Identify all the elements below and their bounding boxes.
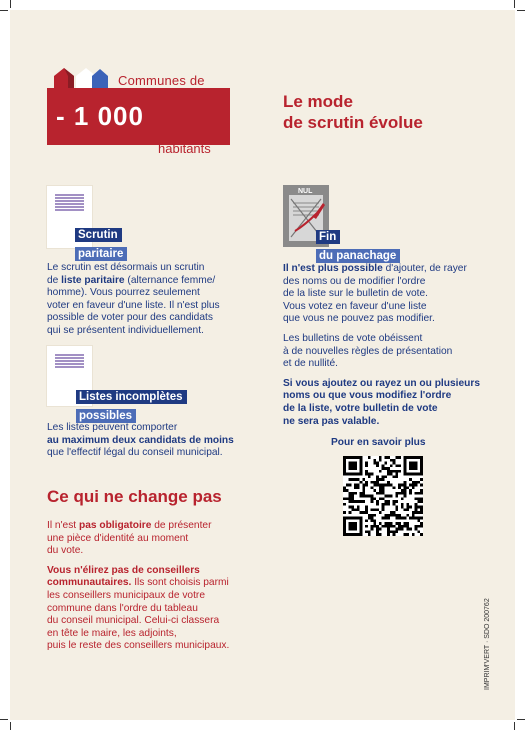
population-number: - 1 000 [56, 101, 144, 131]
brand-top-text: Communes de [118, 73, 205, 88]
fin-panachage-text: Il n'est plus possible d'ajouter, de rayer des noms ou de modifier l'ordre de la liste sur le bulletin de vote. Vous votez en faveur d'une liste que vous ne pouvez pas modifier. Les bulletins de vote obéissent à de nouvelles règles de présentation et de nullité. Si vous ajoutez ou rayez un ou plusieurs noms ou que vous modifiez l'ordre de la liste, votre bulletin de vote ne sera pas valable. [283, 263, 480, 427]
more-info-label: Pour en savoir plus [331, 437, 426, 448]
null-label: NUL [298, 188, 313, 195]
qr-code[interactable] [343, 456, 423, 536]
unchanged-text: Il n'est pas obligatoire de présenter une pièce d'identité au moment du vote. Vous n'élirez pas de conseillers communautaires. Ils sont choisis parmi les conseillers municipaux de votre commune dans l'ordre du tableau du conseil municipal. Celui-ci classera en tête le maire, les adjoints, puis le reste des conseillers municipaux. [47, 520, 230, 652]
brand-bottom-text: habitants [158, 141, 211, 156]
listes-incompletes-text: Les listes peuvent comporter au maximum deux candidats de moins que l'effectif légal du conseil municipal. [47, 422, 234, 459]
tag-listes-incompletes: Listes incomplètes possibles [76, 387, 187, 424]
page-title: Le mode de scrutin évolue [283, 92, 423, 132]
tag-scrutin-paritaire: Scrutin paritaire [75, 225, 127, 262]
tag-fin-panachage: Fin du panachage [316, 227, 400, 264]
unchanged-title: Ce qui ne change pas [47, 487, 222, 506]
scrutin-paritaire-text: Le scrutin est désormais un scrutin de liste paritaire (alternance femme/ homme). Vous pourrez seulement voter en faveur d'une liste. Il n'est plus possible de voter pour des candidats qui se présentent individuellement. [47, 262, 220, 336]
printer-code: IMPRIM'VERT · SDO 200762 [484, 598, 491, 690]
